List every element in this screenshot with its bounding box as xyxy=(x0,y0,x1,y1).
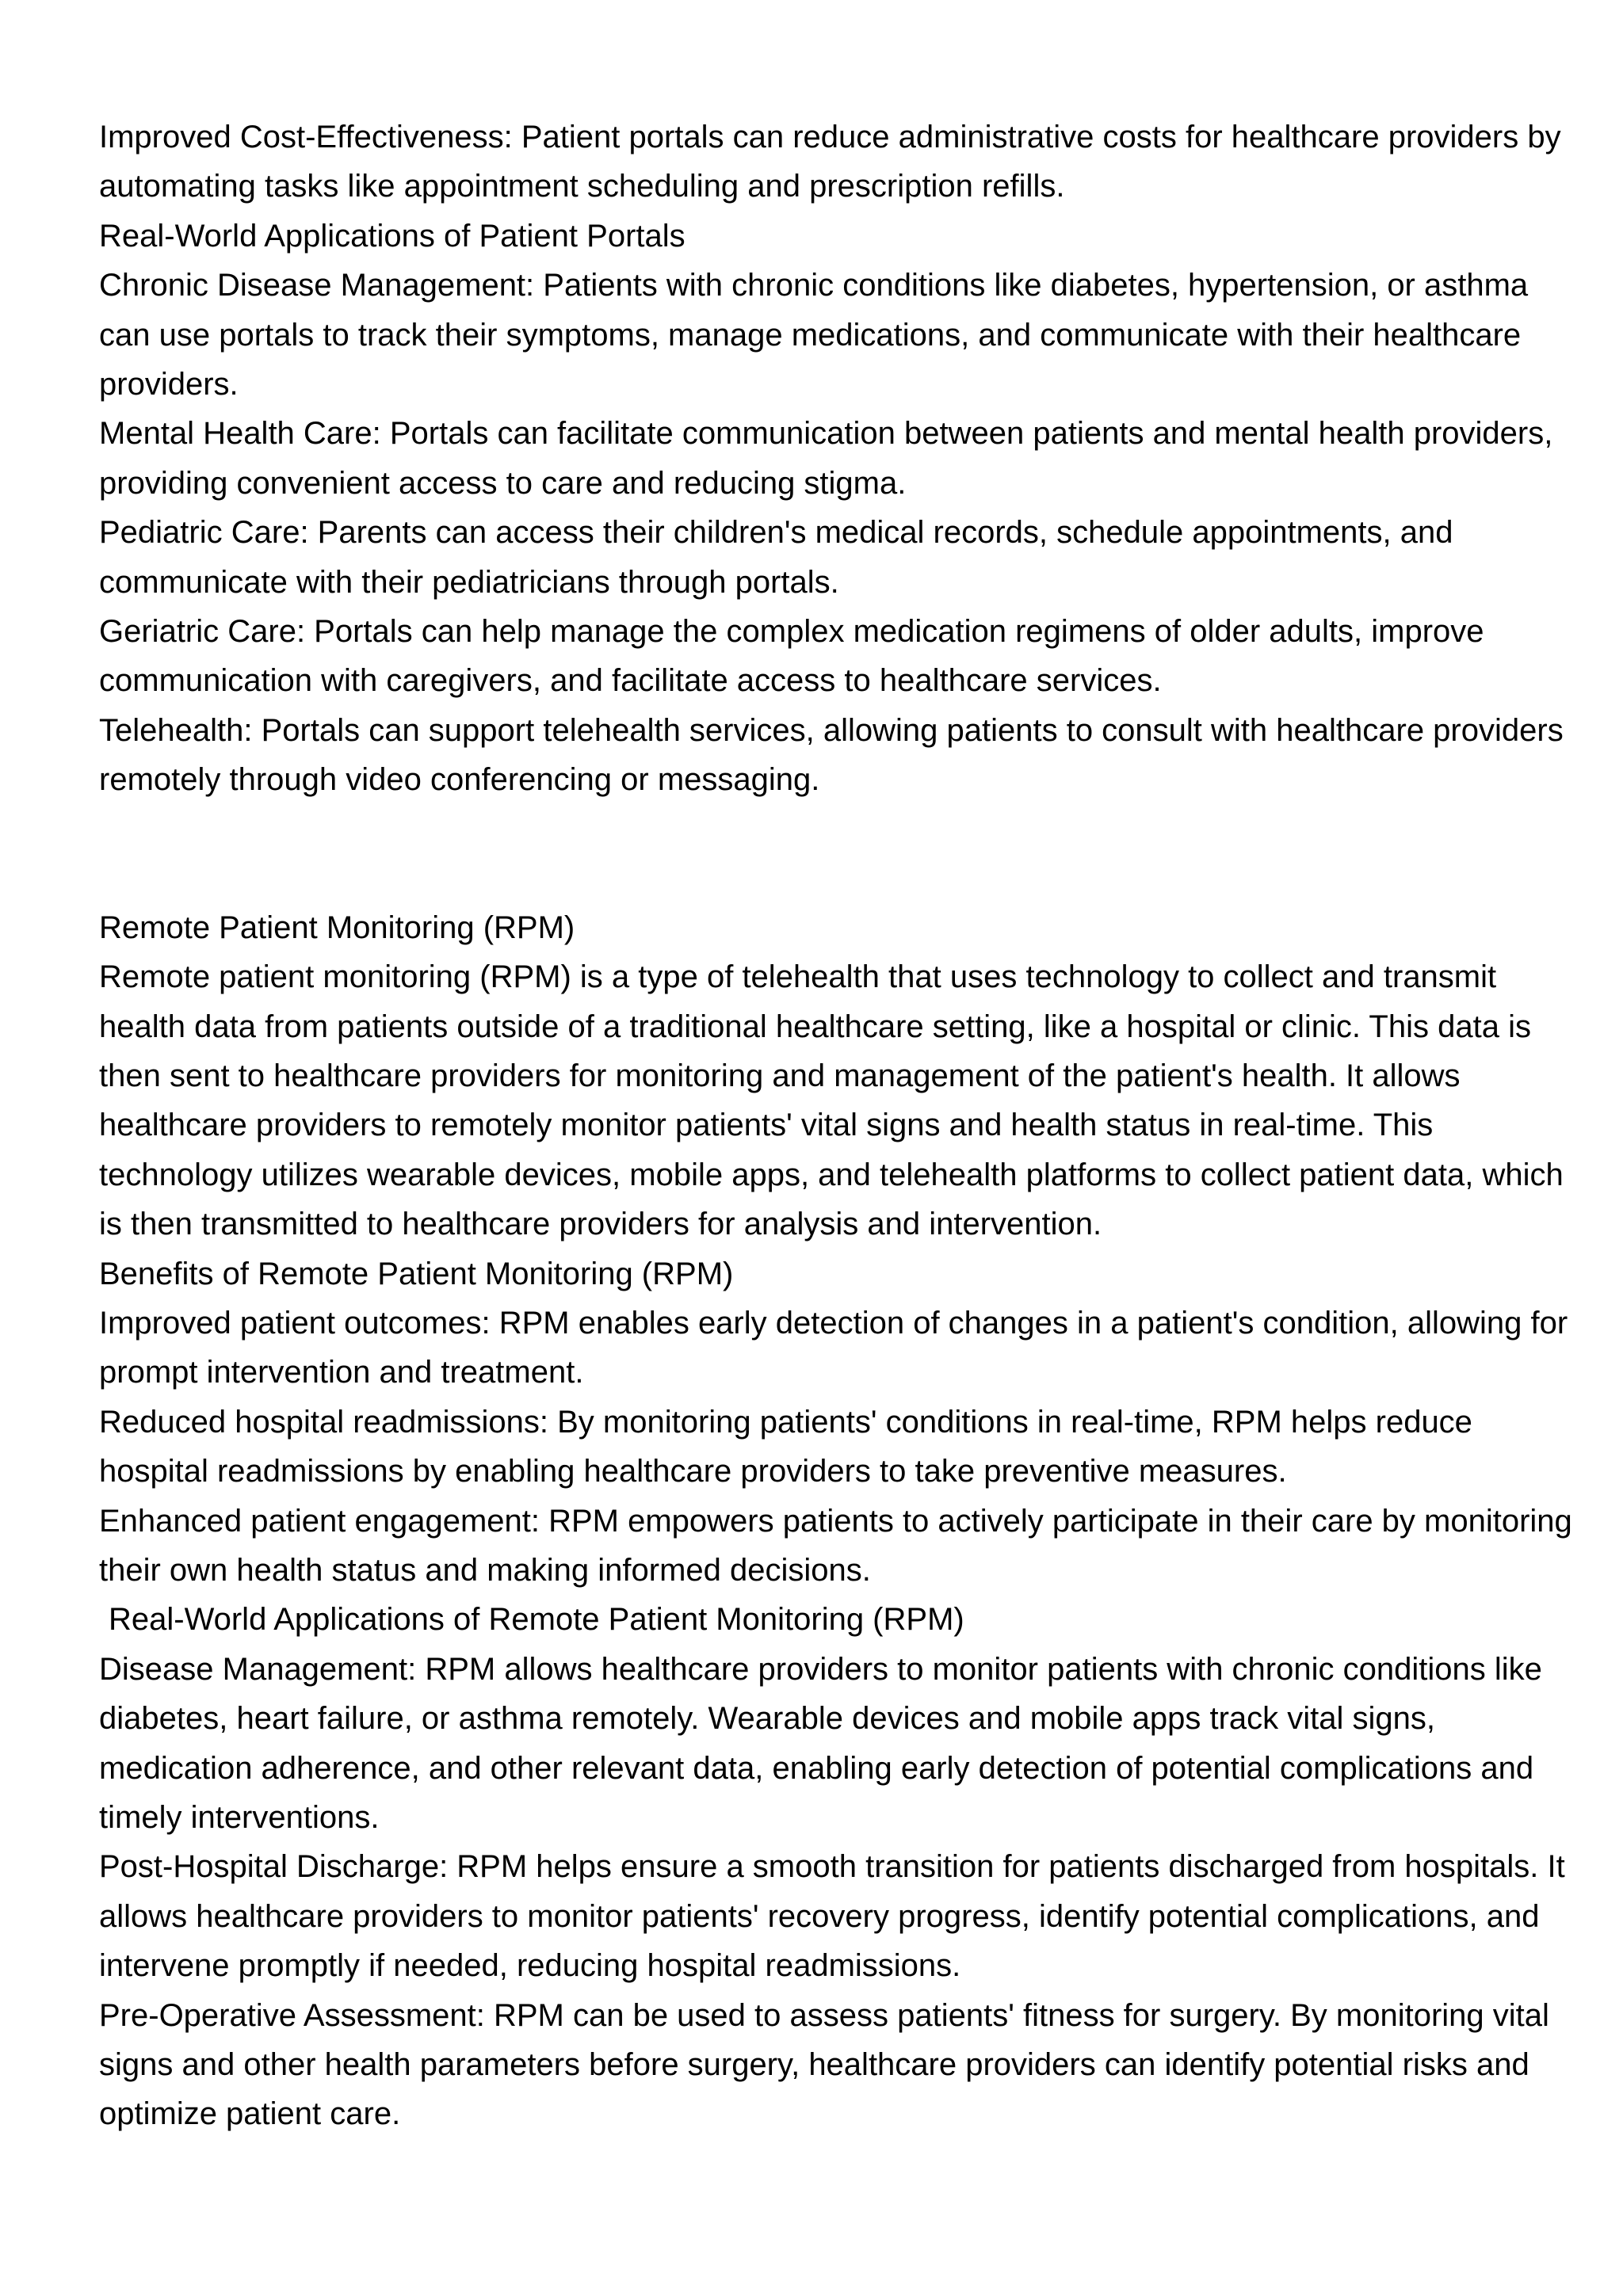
paragraph-mental-health: Mental Health Care: Portals can facilitate communication between patients and mental health providers, providing convenient access to care and reducing stigma. xyxy=(99,416,1553,501)
patient-portals-section xyxy=(99,113,1573,805)
paragraph-patient-engagement: Enhanced patient engagement: RPM empowers patients to actively participate in their care by monitoring their own health status and making informed decisions. xyxy=(99,1503,1572,1588)
paragraph-pediatric-care: Pediatric Care: Parents can access their children's medical records, schedule appointments, and communicate with their pediatricians through portals. xyxy=(99,515,1453,600)
document-page xyxy=(99,113,1573,2139)
heading-rpm-benefits: Benefits of Remote Patient Monitoring (RPM) xyxy=(99,1256,734,1291)
paragraph-cost-effectiveness: Improved Cost-Effectiveness: Patient portals can reduce administrative costs for healthcare providers by automating tasks like appointment scheduling and prescription refills. xyxy=(99,120,1561,204)
paragraph-chronic-disease: Chronic Disease Management: Patients with chronic conditions like diabetes, hypertension, or asthma can use portals to track their symptoms, manage medications, and communicate with their healthcare providers. xyxy=(99,268,1529,402)
paragraph-reduced-readmissions: Reduced hospital readmissions: By monitoring patients' conditions in real-time, RPM helps reduce hospital readmissions by enabling healthcare providers to take preventive measures. xyxy=(99,1404,1472,1489)
paragraph-telehealth: Telehealth: Portals can support telehealth services, allowing patients to consult with healthcare providers remotely through video conferencing or messaging. xyxy=(99,712,1564,798)
heading-portal-applications: Real-World Applications of Patient Portals xyxy=(99,218,685,254)
paragraph-post-discharge: Post-Hospital Discharge: RPM helps ensure a smooth transition for patients discharged from hospitals. It allows healthcare providers to monitor patients' recovery progress, identify potential complications, and intervene promptly if needed, reducing hospital readmissions. xyxy=(99,1849,1565,1984)
heading-rpm: Remote Patient Monitoring (RPM) xyxy=(99,910,575,945)
rpm-section xyxy=(99,903,1573,2139)
paragraph-disease-management: Disease Management: RPM allows healthcare providers to monitor patients with chronic conditions like diabetes, heart failure, or asthma remotely. Wearable devices and mobile apps track vital signs, medication adherence, and other relevant data, enabling early detection of potential complications and timely interventions. xyxy=(99,1651,1542,1835)
heading-rpm-applications: Real-World Applications of Remote Patient Monitoring (RPM) xyxy=(109,1602,964,1638)
section-spacer xyxy=(99,805,1573,903)
paragraph-geriatric-care: Geriatric Care: Portals can help manage the complex medication regimens of older adults, improve communication with caregivers, and facilitate access to healthcare services. xyxy=(99,614,1484,699)
paragraph-pre-operative: Pre-Operative Assessment: RPM can be used to assess patients' fitness for surgery. By monitoring vital signs and other health parameters before surgery, healthcare providers can identify potential risks and optimize patient care. xyxy=(99,1997,1549,2132)
paragraph-rpm-definition: Remote patient monitoring (RPM) is a type of telehealth that uses technology to collect and transmit health data from patients outside of a traditional healthcare setting, like a hospital or clinic. This data is then sent to healthcare providers for monitoring and management of the patient's health. It allows healthcare providers to remotely monitor patients' vital signs and health status in real-time. This technology utilizes wearable devices, mobile apps, and telehealth platforms to collect patient data, which is then transmitted to healthcare providers for analysis and intervention. xyxy=(99,959,1564,1242)
paragraph-improved-outcomes: Improved patient outcomes: RPM enables early detection of changes in a patient's condition, allowing for prompt intervention and treatment. xyxy=(99,1305,1568,1390)
